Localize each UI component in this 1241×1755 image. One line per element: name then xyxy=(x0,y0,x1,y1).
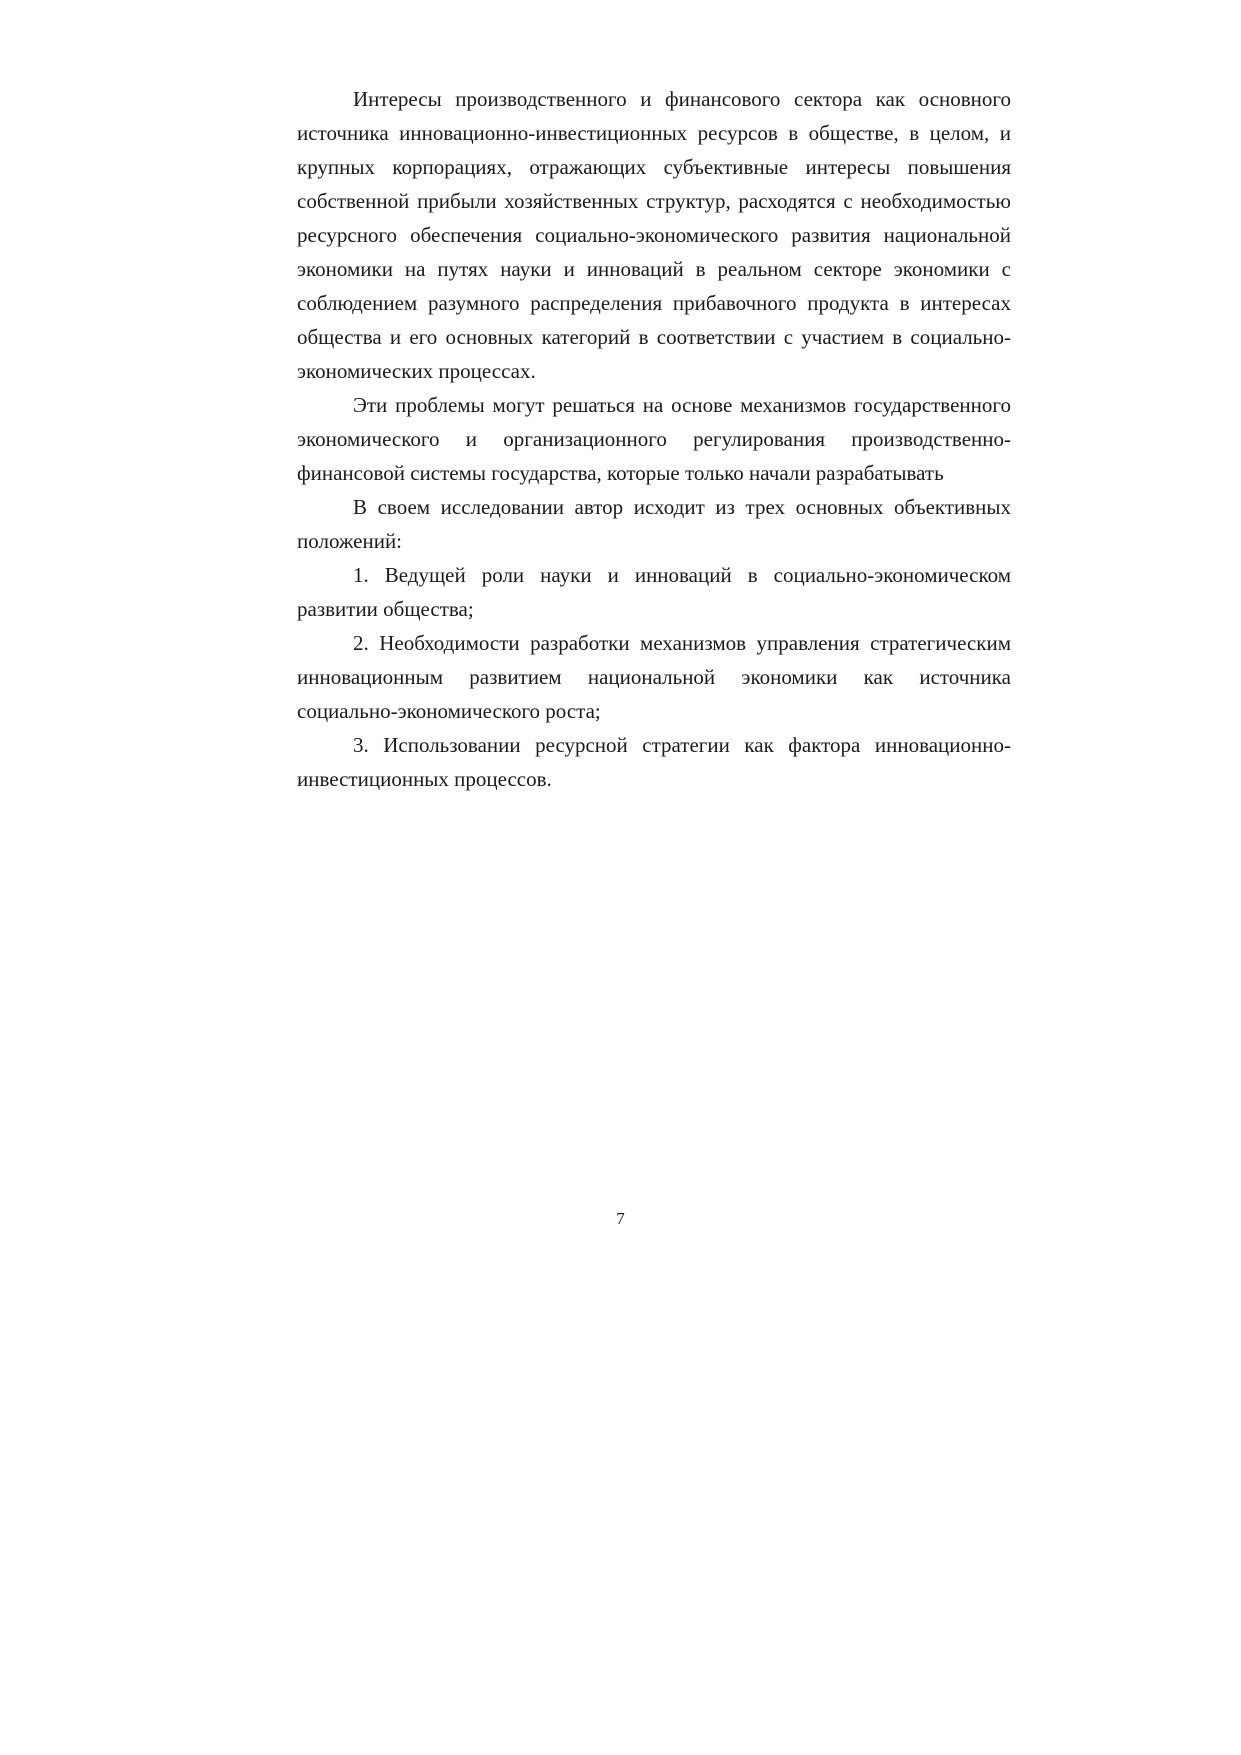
page-number: 7 xyxy=(616,1209,625,1228)
paragraph-research-basis: В своем исследовании автор исходит из трех основных объективных положений: xyxy=(297,495,1011,553)
list-item-3: 3. Использовании ресурсной стратегии как фактора инновационно-инвестиционных процессов. xyxy=(297,733,1011,791)
body-text xyxy=(297,82,1011,796)
list-item-2: 2. Необходимости разработки механизмов управления стратегическим инновационным развитием национальной экономики как источника социально-экономического роста; xyxy=(297,631,1011,723)
paragraph-problems: Эти проблемы могут решаться на основе механизмов государственного экономического и организационного регулирования производственно-финансовой системы государства, которые только начали разрабатывать xyxy=(297,393,1011,485)
list-item-1: 1. Ведущей роли науки и инноваций в социально-экономическом развитии общества; xyxy=(297,563,1011,621)
paragraph-interests: Интересы производственного и финансового сектора как основного источника инновационно-инвестиционных ресурсов в обществе, в целом, и крупных корпорациях, отражающих субъективные интересы повышения собственной прибыли хозяйственных структур, расходятся с необходимостью ресурсного обеспечения социально-экономического развития национальной экономики на путях науки и инноваций в реальном секторе экономики с соблюдением разумного распределения прибавочного продукта в интересах общества и его основных категорий в соответствии с участием в социально-экономических процессах. xyxy=(297,87,1011,383)
